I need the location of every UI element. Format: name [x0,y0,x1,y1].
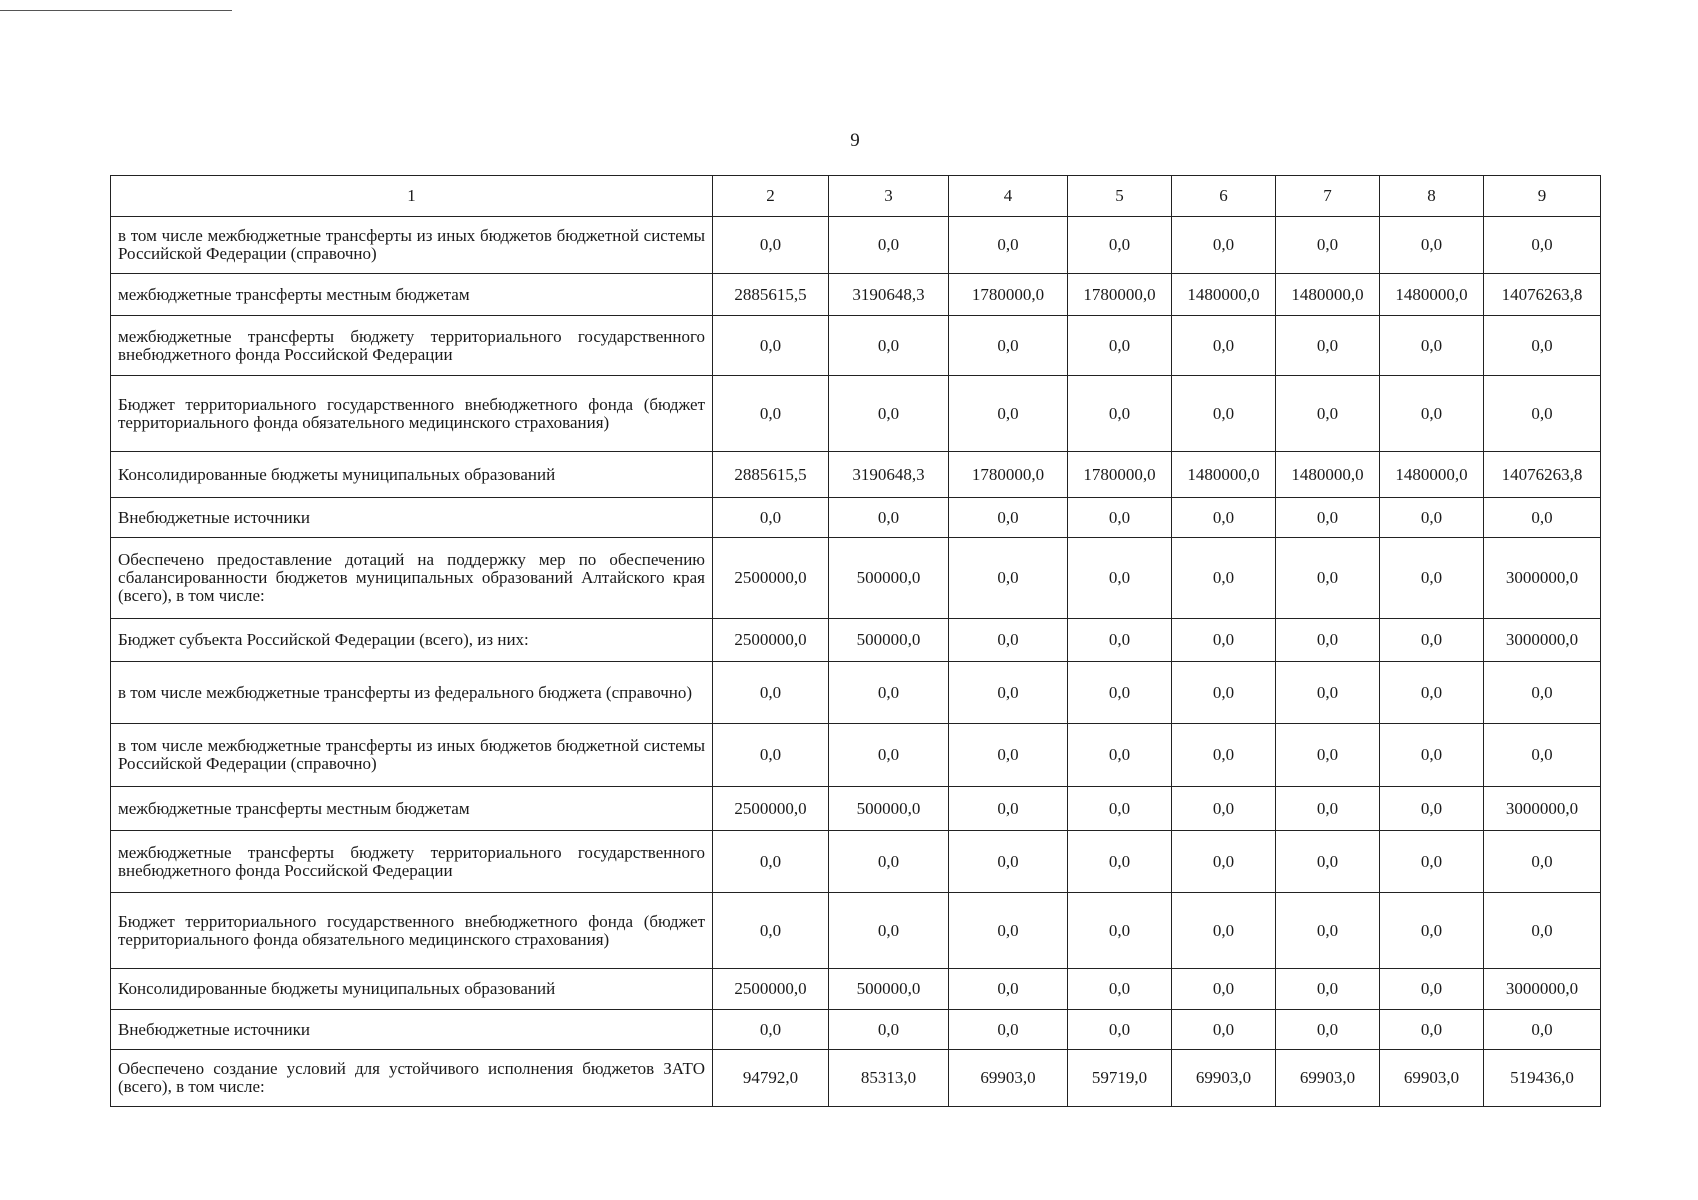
value-cell-col-9: 3000000,0 [1484,969,1601,1010]
value-cell-col-7: 0,0 [1276,893,1380,969]
value-cell-col-7: 0,0 [1276,662,1380,724]
table-row [111,619,1601,662]
value-cell-col-5: 59719,0 [1068,1050,1172,1107]
value-cell-col-9: 0,0 [1484,376,1601,452]
value-cell-col-7: 0,0 [1276,376,1380,452]
value-cell-col-4: 0,0 [949,619,1068,662]
value-cell-col-3: 0,0 [829,893,949,969]
column-header-5: 5 [1068,176,1172,217]
value-cell-col-8: 0,0 [1380,662,1484,724]
value-cell-col-9: 0,0 [1484,724,1601,787]
value-cell-col-6: 0,0 [1172,538,1276,619]
row-label: Бюджет субъекта Российской Федерации (всего), из них: [111,619,713,662]
value-cell-col-5: 0,0 [1068,498,1172,538]
column-header-9: 9 [1484,176,1601,217]
top-rule [0,10,232,11]
value-cell-col-8: 69903,0 [1380,1050,1484,1107]
value-cell-col-8: 0,0 [1380,787,1484,831]
value-cell-col-3: 3190648,3 [829,274,949,316]
value-cell-col-9: 0,0 [1484,217,1601,274]
table-header-row [111,176,1601,217]
value-cell-col-6: 1480000,0 [1172,274,1276,316]
value-cell-col-8: 0,0 [1380,217,1484,274]
value-cell-col-3: 500000,0 [829,619,949,662]
table-row [111,1050,1601,1107]
value-cell-col-2: 0,0 [713,498,829,538]
value-cell-col-5: 0,0 [1068,662,1172,724]
value-cell-col-2: 2500000,0 [713,969,829,1010]
value-cell-col-7: 0,0 [1276,724,1380,787]
value-cell-col-2: 0,0 [713,217,829,274]
table-row [111,316,1601,376]
column-header-8: 8 [1380,176,1484,217]
value-cell-col-2: 0,0 [713,724,829,787]
value-cell-col-2: 0,0 [713,316,829,376]
value-cell-col-4: 0,0 [949,831,1068,893]
value-cell-col-6: 0,0 [1172,662,1276,724]
row-label: межбюджетные трансферты местным бюджетам [111,274,713,316]
row-label: Внебюджетные источники [111,498,713,538]
value-cell-col-5: 0,0 [1068,831,1172,893]
value-cell-col-7: 0,0 [1276,498,1380,538]
value-cell-col-2: 0,0 [713,662,829,724]
row-label: Внебюджетные источники [111,1010,713,1050]
value-cell-col-4: 0,0 [949,1010,1068,1050]
table-row [111,498,1601,538]
value-cell-col-9: 3000000,0 [1484,619,1601,662]
value-cell-col-4: 0,0 [949,316,1068,376]
table-row [111,662,1601,724]
value-cell-col-7: 0,0 [1276,217,1380,274]
value-cell-col-9: 14076263,8 [1484,274,1601,316]
value-cell-col-7: 1480000,0 [1276,274,1380,316]
value-cell-col-8: 1480000,0 [1380,452,1484,498]
row-label: Бюджет территориального государственного внебюджетного фонда (бюджет территориального фонда обязательного медицинского страхования) [111,376,713,452]
value-cell-col-5: 0,0 [1068,538,1172,619]
value-cell-col-8: 0,0 [1380,969,1484,1010]
table-row [111,452,1601,498]
budget-table [110,175,1601,1107]
value-cell-col-7: 0,0 [1276,787,1380,831]
table-row [111,831,1601,893]
value-cell-col-6: 69903,0 [1172,1050,1276,1107]
row-label: Бюджет территориального государственного внебюджетного фонда (бюджет территориального фонда обязательного медицинского страхования) [111,893,713,969]
value-cell-col-3: 0,0 [829,662,949,724]
value-cell-col-8: 0,0 [1380,619,1484,662]
column-header-2: 2 [713,176,829,217]
value-cell-col-4: 0,0 [949,538,1068,619]
value-cell-col-2: 2885615,5 [713,274,829,316]
value-cell-col-5: 1780000,0 [1068,274,1172,316]
value-cell-col-3: 85313,0 [829,1050,949,1107]
value-cell-col-7: 0,0 [1276,316,1380,376]
value-cell-col-9: 3000000,0 [1484,787,1601,831]
value-cell-col-3: 0,0 [829,1010,949,1050]
value-cell-col-7: 0,0 [1276,969,1380,1010]
value-cell-col-8: 0,0 [1380,498,1484,538]
column-header-4: 4 [949,176,1068,217]
value-cell-col-8: 0,0 [1380,1010,1484,1050]
value-cell-col-6: 0,0 [1172,1010,1276,1050]
value-cell-col-6: 0,0 [1172,376,1276,452]
value-cell-col-4: 0,0 [949,376,1068,452]
value-cell-col-6: 0,0 [1172,969,1276,1010]
value-cell-col-4: 0,0 [949,893,1068,969]
value-cell-col-5: 0,0 [1068,893,1172,969]
value-cell-col-3: 0,0 [829,724,949,787]
value-cell-col-8: 0,0 [1380,538,1484,619]
value-cell-col-5: 0,0 [1068,1010,1172,1050]
column-header-6: 6 [1172,176,1276,217]
value-cell-col-9: 0,0 [1484,662,1601,724]
value-cell-col-3: 0,0 [829,376,949,452]
value-cell-col-5: 0,0 [1068,787,1172,831]
value-cell-col-2: 94792,0 [713,1050,829,1107]
table-row [111,217,1601,274]
value-cell-col-4: 0,0 [949,724,1068,787]
value-cell-col-4: 1780000,0 [949,452,1068,498]
value-cell-col-6: 0,0 [1172,619,1276,662]
value-cell-col-3: 500000,0 [829,787,949,831]
value-cell-col-7: 0,0 [1276,831,1380,893]
row-label: в том числе межбюджетные трансферты из федерального бюджета (справочно) [111,662,713,724]
value-cell-col-2: 2500000,0 [713,787,829,831]
value-cell-col-4: 0,0 [949,662,1068,724]
value-cell-col-2: 2885615,5 [713,452,829,498]
value-cell-col-9: 14076263,8 [1484,452,1601,498]
row-label: в том числе межбюджетные трансферты из иных бюджетов бюджетной системы Российской Федерации (справочно) [111,217,713,274]
value-cell-col-6: 0,0 [1172,316,1276,376]
value-cell-col-5: 0,0 [1068,316,1172,376]
table-row [111,274,1601,316]
value-cell-col-5: 0,0 [1068,724,1172,787]
value-cell-col-8: 0,0 [1380,831,1484,893]
value-cell-col-4: 0,0 [949,498,1068,538]
value-cell-col-5: 0,0 [1068,217,1172,274]
value-cell-col-3: 0,0 [829,217,949,274]
table-body [111,176,1601,1107]
value-cell-col-9: 0,0 [1484,498,1601,538]
value-cell-col-3: 0,0 [829,831,949,893]
value-cell-col-4: 0,0 [949,217,1068,274]
value-cell-col-3: 500000,0 [829,538,949,619]
value-cell-col-6: 0,0 [1172,724,1276,787]
value-cell-col-2: 0,0 [713,376,829,452]
table-row [111,538,1601,619]
value-cell-col-9: 519436,0 [1484,1050,1601,1107]
column-header-7: 7 [1276,176,1380,217]
value-cell-col-2: 2500000,0 [713,538,829,619]
value-cell-col-8: 0,0 [1380,893,1484,969]
row-label: в том числе межбюджетные трансферты из иных бюджетов бюджетной системы Российской Федерации (справочно) [111,724,713,787]
value-cell-col-6: 0,0 [1172,831,1276,893]
value-cell-col-7: 0,0 [1276,1010,1380,1050]
row-label: Консолидированные бюджеты муниципальных образований [111,969,713,1010]
row-label: Консолидированные бюджеты муниципальных образований [111,452,713,498]
table-row [111,1010,1601,1050]
row-label: межбюджетные трансферты бюджету территориального государственного внебюджетного фонда Российской Федерации [111,831,713,893]
value-cell-col-3: 0,0 [829,316,949,376]
page-number: 9 [850,130,860,151]
table-row [111,969,1601,1010]
value-cell-col-4: 1780000,0 [949,274,1068,316]
column-header-1: 1 [111,176,713,217]
value-cell-col-7: 0,0 [1276,619,1380,662]
value-cell-col-7: 1480000,0 [1276,452,1380,498]
value-cell-col-5: 1780000,0 [1068,452,1172,498]
value-cell-col-8: 1480000,0 [1380,274,1484,316]
row-label: Обеспечено создание условий для устойчивого исполнения бюджетов ЗАТО (всего), в том числе: [111,1050,713,1107]
value-cell-col-6: 1480000,0 [1172,452,1276,498]
value-cell-col-2: 0,0 [713,831,829,893]
row-label: Обеспечено предоставление дотаций на поддержку мер по обеспечению сбалансированности бюджетов муниципальных образований Алтайского края (всего), в том числе: [111,538,713,619]
value-cell-col-9: 0,0 [1484,1010,1601,1050]
value-cell-col-9: 0,0 [1484,316,1601,376]
value-cell-col-9: 0,0 [1484,831,1601,893]
value-cell-col-6: 0,0 [1172,787,1276,831]
value-cell-col-7: 0,0 [1276,538,1380,619]
table-row [111,724,1601,787]
value-cell-col-5: 0,0 [1068,969,1172,1010]
row-label: межбюджетные трансферты бюджету территориального государственного внебюджетного фонда Российской Федерации [111,316,713,376]
value-cell-col-5: 0,0 [1068,619,1172,662]
table-row [111,376,1601,452]
value-cell-col-4: 0,0 [949,787,1068,831]
value-cell-col-3: 500000,0 [829,969,949,1010]
value-cell-col-4: 0,0 [949,969,1068,1010]
row-label: межбюджетные трансферты местным бюджетам [111,787,713,831]
value-cell-col-8: 0,0 [1380,724,1484,787]
value-cell-col-8: 0,0 [1380,376,1484,452]
table-row [111,893,1601,969]
value-cell-col-2: 0,0 [713,893,829,969]
value-cell-col-2: 2500000,0 [713,619,829,662]
value-cell-col-7: 69903,0 [1276,1050,1380,1107]
value-cell-col-9: 0,0 [1484,893,1601,969]
value-cell-col-4: 69903,0 [949,1050,1068,1107]
value-cell-col-6: 0,0 [1172,217,1276,274]
value-cell-col-5: 0,0 [1068,376,1172,452]
value-cell-col-8: 0,0 [1380,316,1484,376]
value-cell-col-2: 0,0 [713,1010,829,1050]
table-row [111,787,1601,831]
column-header-3: 3 [829,176,949,217]
value-cell-col-9: 3000000,0 [1484,538,1601,619]
value-cell-col-3: 3190648,3 [829,452,949,498]
value-cell-col-6: 0,0 [1172,893,1276,969]
value-cell-col-6: 0,0 [1172,498,1276,538]
value-cell-col-3: 0,0 [829,498,949,538]
